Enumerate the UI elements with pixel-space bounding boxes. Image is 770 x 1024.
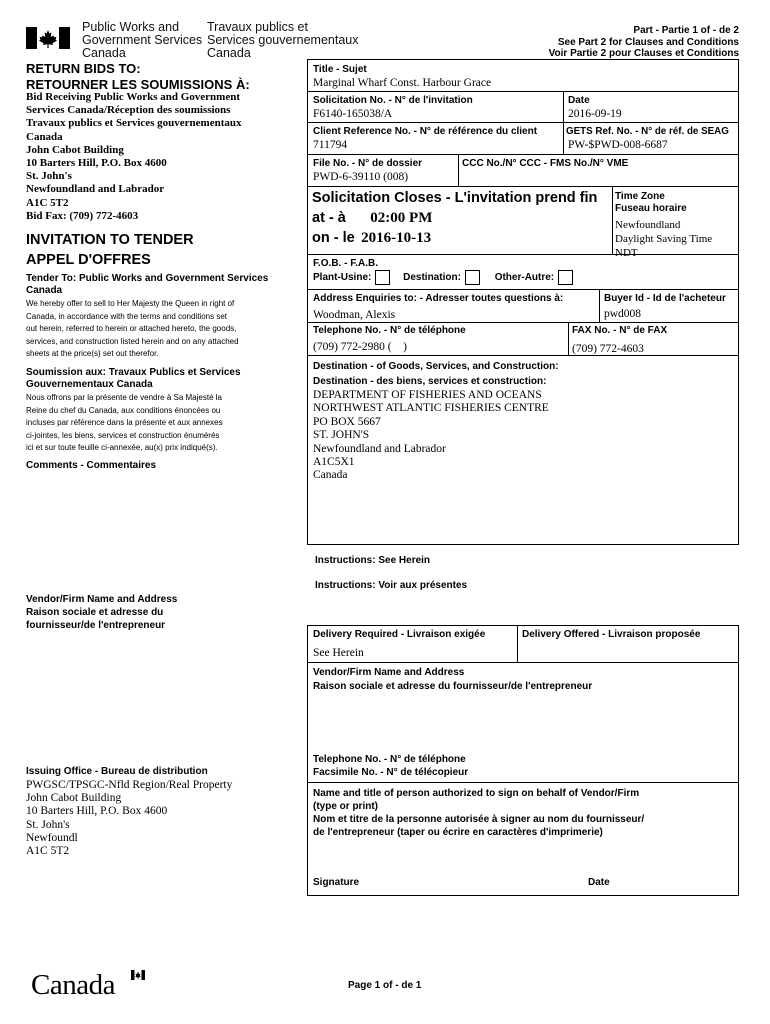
time-zone-fr: Fuseau horaire [615, 203, 687, 214]
title-label: Title - Sujet [313, 64, 367, 75]
on-label: on - le [312, 230, 355, 246]
authorized-person-label: Name and title of person authorized to sign on behalf of Vendor/Firm (type or print) Nom et titre de la personne autorisée à signer au nom du fournisseur/ de l'entrepreneur (taper ou écrire en caractères d'imprimerie) [313, 788, 645, 838]
canada-wordmark-text: Canada [31, 969, 115, 1001]
other-checkbox[interactable] [558, 270, 573, 285]
closing-date-value: 2016-10-13 [361, 230, 432, 246]
buyer-id-label: Buyer Id - Id de l'acheteur [604, 293, 726, 304]
offer-text-en: We hereby offer to sell to Her Majesty the Queen in right of Canada, in accordance with the terms and conditions set out herein, referred to herein or attached hereto, the goods, services, and construction listed herein and on any attached sheets at the price(s) set out therefor. [26, 299, 239, 358]
gets-ref-label: GETS Ref. No. - N° de réf. de SEAG [566, 126, 729, 137]
return-address: Bid Receiving Public Works and Government Services Canada/Réception des soumissions Travaux publics et Services gouvernementaux Canada John Cabot Building 10 Barters Hill, P.O. Box 4600 St. John's Newfoundland and Labrador A1C 5T2 Bid Fax: (709) 772-4603 [26, 91, 242, 222]
destination-option-label: Destination: [403, 272, 461, 284]
destination-checkbox[interactable] [465, 270, 480, 285]
closing-time-row [312, 209, 432, 227]
time-zone-en: Time Zone [615, 191, 665, 202]
dept-en-line-2: Government Services [82, 33, 203, 47]
other-label: Other-Autre: [494, 272, 555, 284]
solicitation-value: F6140-165038/A [313, 108, 393, 120]
authorized-person-field[interactable] [308, 842, 738, 870]
closing-time-value: 02:00 PM [370, 210, 433, 226]
issuing-office-address: PWGSC/TPSGC-Nfld Region/Real Property John Cabot Building 10 Barters Hill, P.O. Box 4600 St. John's Newfoundl A1C 5T2 [26, 779, 233, 858]
fax-label: FAX No. - N° de FAX [572, 325, 668, 336]
fax-value: (709) 772-4603 [572, 343, 644, 355]
vendor-fax-label: Facsimile No. - N° de télécopieur [313, 767, 469, 778]
vendor-firm-field[interactable] [308, 696, 738, 751]
return-bids-heading [26, 61, 250, 93]
gets-ref-value: PW-$PWD-008-6687 [568, 139, 668, 151]
comments-label: Comments - Commentaires [26, 460, 157, 471]
delivery-offered-field[interactable] [518, 643, 738, 661]
file-no-label: File No. - N° de dossier [313, 158, 423, 169]
plant-checkbox[interactable] [375, 270, 390, 285]
delivery-required-value: See Herein [313, 647, 364, 659]
delivery-offered-label: Delivery Offered - Livraison proposée [522, 629, 701, 640]
dept-fr-line-3: Canada [207, 46, 251, 60]
dept-en-line-1: Public Works and [82, 20, 180, 34]
part-header [549, 25, 739, 60]
ccc-no-label: CCC No./N° CCC - FMS No./N° VME [462, 158, 629, 169]
delivery-required-label: Delivery Required - Livraison exigée [313, 629, 486, 640]
time-zone-value: Newfoundland Daylight Saving Time NDT [615, 219, 713, 259]
vendor-telephone-label: Telephone No. - N° de téléphone [313, 754, 466, 765]
department-name-en [82, 21, 202, 60]
buyer-id-value: pwd008 [604, 308, 642, 320]
part-label: Part - Partie 1 of - de 2 [633, 25, 739, 36]
signature-date-label: Date [588, 877, 610, 888]
instructions-en: Instructions: See Herein [315, 555, 431, 566]
wordmark-flag-icon [131, 970, 145, 980]
client-ref-value: 711794 [313, 139, 348, 151]
dept-en-line-3: Canada [82, 46, 126, 60]
page-number: Page 1 of - de 1 [348, 980, 422, 991]
closing-date-row [312, 229, 431, 247]
return-bids-fr: RETOURNER LES SOUMISSIONS À: [26, 77, 250, 92]
telephone-value: (709) 772-2980 ( ) [313, 341, 407, 353]
issuing-office-label: Issuing Office - Bureau de distribution [26, 766, 208, 777]
see-part-fr: Voir Partie 2 pour Clauses et Conditions [548, 48, 739, 59]
invitation-en: INVITATION TO TENDER [26, 232, 194, 248]
title-value: Marginal Wharf Const. Harbour Grace [313, 77, 492, 89]
dept-fr-line-1: Travaux publics et [207, 20, 308, 34]
fob-label: F.O.B. - F.A.B. [313, 258, 378, 269]
tender-to: Tender To: Public Works and Government Services Canada [26, 273, 269, 296]
canada-flag-icon [26, 27, 70, 49]
address-enquiries-label: Address Enquiries to: - Adresser toutes questions à: [313, 293, 564, 304]
department-name-fr [207, 21, 358, 60]
date-value: 2016-09-19 [568, 108, 622, 120]
address-enquiries-value: Woodman, Alexis [313, 309, 396, 321]
invitation-heading [26, 230, 194, 270]
file-no-value: PWD-6-39110 (008) [313, 171, 409, 183]
plant-label: Plant-Usine: [313, 272, 372, 284]
vendor-firm-label-left: Vendor/Firm Name and Address Raison sociale et adresse du fournisseur/de l'entrepreneur [26, 594, 178, 631]
solicitation-closes-label: Solicitation Closes - L'invitation prend fin [312, 190, 598, 206]
date-label: Date [568, 95, 590, 106]
solicitation-label: Solicitation No. - N° de l'invitation [313, 95, 473, 106]
client-ref-label: Client Reference No. - N° de référence du client [313, 126, 538, 137]
instructions-fr: Instructions: Voir aux présentes [315, 580, 468, 591]
fob-options [313, 270, 573, 285]
canada-wordmark [31, 968, 115, 1002]
vendor-firm-label: Vendor/Firm Name and Address Raison sociale et adresse du fournisseur/de l'entrepreneur [313, 667, 593, 692]
see-part-en: See Part 2 for Clauses and Conditions [557, 36, 739, 48]
at-label: at - à [312, 210, 346, 226]
time-zone-label [615, 191, 687, 215]
signature-label: Signature [313, 877, 360, 888]
soumission-aux: Soumission aux: Travaux Publics et Services Gouvernementaux Canada [26, 367, 241, 390]
invitation-fr: APPEL D'OFFRES [26, 252, 151, 268]
offer-text-fr: Nous offrons par la présente de vendre à Sa Majesté la Reine du chef du Canada, aux conditions énoncées ou incluses par référence dans la présente et aux annexes ci-jointes, les biens, services et construction énumérés ici et sur toute feuille ci-annexée, au(x) prix indiqué(s). [26, 393, 223, 452]
destination-address: DEPARTMENT OF FISHERIES AND OCEANS NORTHWEST ATLANTIC FISHERIES CENTRE PO BOX 5667 ST. JOHN'S Newfoundland and Labrador A1C5X1 Canada [313, 389, 549, 482]
dept-fr-line-2: Services gouvernementaux [207, 33, 359, 47]
telephone-label: Telephone No. - N° de téléphone [313, 325, 466, 336]
destination-label-fr: Destination - des biens, services et construction: [313, 376, 547, 387]
return-bids-en: RETURN BIDS TO: [26, 61, 141, 76]
destination-label-en: Destination - of Goods, Services, and Construction: [313, 361, 559, 372]
destination-label [313, 359, 559, 389]
